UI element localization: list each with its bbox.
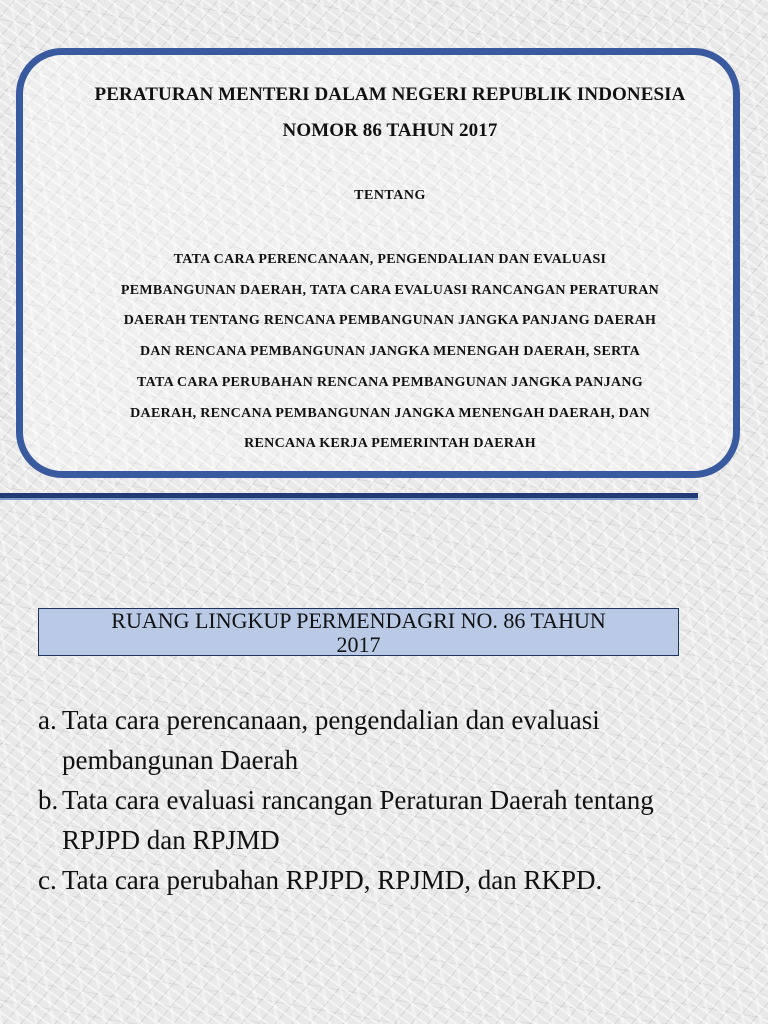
subject-line: DAN RENCANA PEMBANGUNAN JANGKA MENENGAH DAERAH, SERTA	[139, 344, 641, 360]
list-marker: a.	[38, 705, 57, 735]
tentang-label: TENTANG	[354, 188, 426, 203]
regulation-title: PERATURAN MENTERI DALAM NEGERI REPUBLIK INDONESIA	[94, 84, 686, 105]
divider-line-light	[0, 498, 698, 500]
subject-line: DAERAH TENTANG RENCANA PEMBANGUNAN JANGKA PANJANG DAERAH	[123, 313, 657, 329]
list-item	[38, 860, 738, 900]
subject-line: TATA CARA PERUBAHAN RENCANA PEMBANGUNAN JANGKA PANJANG	[137, 374, 643, 390]
regulation-number: NOMOR 86 TAHUN 2017	[282, 120, 498, 141]
section-heading	[38, 608, 679, 656]
list-marker: c.	[38, 865, 57, 895]
list-marker: b.	[38, 785, 59, 815]
list-item-text: Tata cara perencanaan, pengendalian dan evaluasi pembangunan Daerah	[62, 705, 600, 775]
scope-list	[38, 700, 738, 900]
list-item-text: Tata cara perubahan RPJPD, RPJMD, dan RKPD.	[62, 865, 603, 895]
subject-line: PEMBANGUNAN DAERAH, TATA CARA EVALUASI RANCANGAN PERATURAN	[120, 282, 660, 298]
section-heading-line: RUANG LINGKUP PERMENDAGRI NO. 86 TAHUN	[111, 608, 606, 633]
list-item-text: Tata cara evaluasi rancangan Peraturan Daerah tentang RPJPD dan RPJMD	[62, 785, 654, 855]
subject-line: RENCANA KERJA PEMERINTAH DAERAH	[244, 436, 536, 452]
subject-line: DAERAH, RENCANA PEMBANGUNAN JANGKA MENENGAH DAERAH, DAN	[130, 405, 650, 421]
subject-line: TATA CARA PERENCANAAN, PENGENDALIAN DAN EVALUASI	[173, 252, 607, 267]
list-item	[38, 780, 738, 860]
regulation-subject	[60, 245, 720, 460]
section-heading-line: 2017	[336, 632, 381, 656]
list-item	[38, 700, 738, 780]
